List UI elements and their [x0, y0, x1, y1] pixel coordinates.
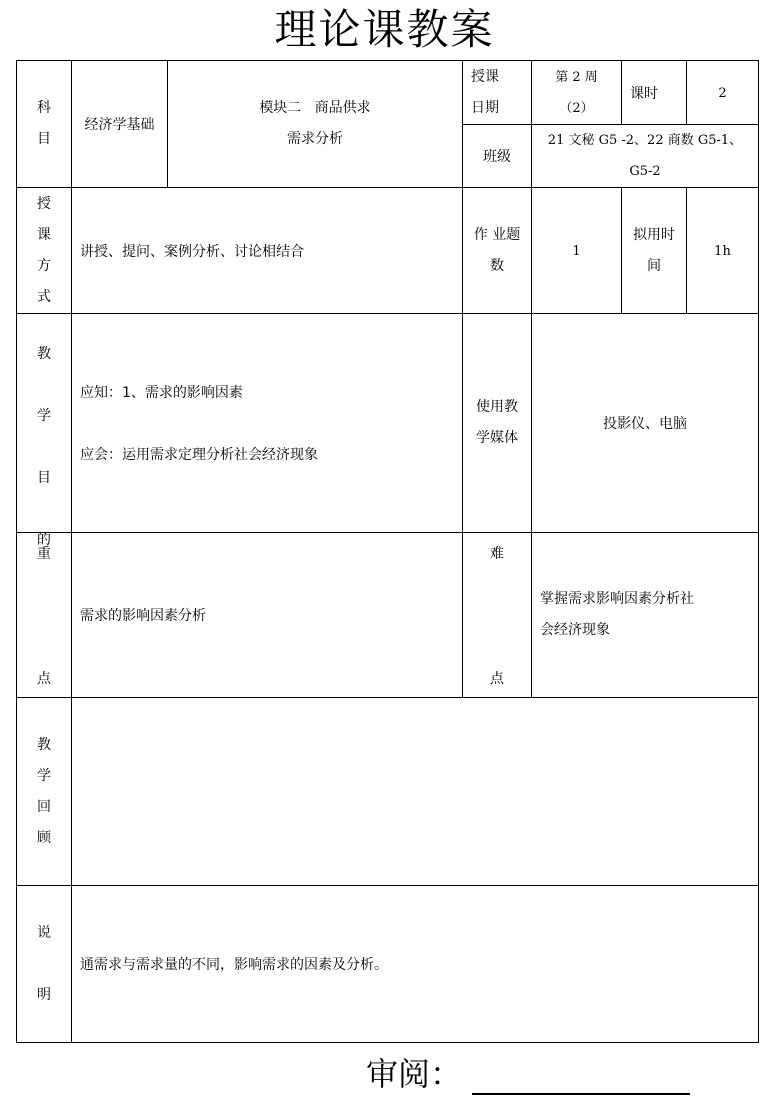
homework-label-cell — [463, 188, 532, 314]
class-value-line2: G5-2 — [629, 164, 661, 179]
key-label-bottom: 点 — [37, 670, 51, 687]
media-label-cell — [463, 314, 532, 533]
subject-label-cell — [17, 61, 72, 188]
module-title: 模块二 商品供求 — [259, 100, 371, 116]
media-value: 投影仪、电脑 — [603, 416, 687, 432]
goal-value-cell — [72, 314, 463, 533]
subject-value: 经济学基础 — [84, 117, 155, 133]
time-value-cell — [687, 188, 759, 314]
diff-value-cell — [532, 533, 759, 698]
diff-label-cell — [463, 533, 532, 698]
week-cell — [532, 61, 622, 125]
media-label: 使用教学媒体 — [476, 399, 518, 446]
time-label-cell — [622, 188, 687, 314]
homework-value: 1 — [572, 243, 581, 259]
note-label: 说明 — [37, 925, 51, 1003]
media-value-cell — [532, 314, 759, 533]
time-value: 1h — [714, 243, 731, 259]
time-label: 拟用时间 — [633, 226, 675, 274]
class-label-cell — [463, 125, 532, 188]
hours-label: 课时 — [630, 85, 658, 102]
date-label: 授课日期 — [471, 68, 499, 116]
method-label-cell — [17, 188, 72, 314]
subject-value-cell — [72, 61, 168, 188]
note-value: 通需求与需求量的不同，影响需求的因素及分析。 — [80, 957, 388, 973]
signature-line — [472, 1093, 690, 1095]
subject-label: 科目 — [37, 100, 51, 147]
key-label-cell — [17, 533, 72, 698]
goal-label: 教学目的 — [37, 346, 51, 548]
lesson-plan-table — [16, 60, 759, 1043]
topic-title: 需求分析 — [287, 131, 343, 147]
key-label-top: 重 — [37, 545, 51, 562]
hours-value-cell — [687, 61, 759, 125]
review-label: 教学回顾 — [37, 736, 51, 846]
goal-line-know: 应知：1、需求的影响因素 — [80, 385, 243, 401]
hours-value: 2 — [718, 85, 727, 101]
homework-label: 作 业题数 — [473, 226, 521, 274]
week-session: （2） — [559, 100, 594, 116]
key-value: 需求的影响因素分析 — [80, 608, 206, 624]
class-value-cell — [532, 125, 759, 188]
diff-line2: 会经济现象 — [540, 622, 610, 638]
diff-line1: 掌握需求影响因素分析社 — [540, 591, 694, 607]
week-value: 第 2 周 — [555, 69, 598, 85]
goal-line-apply: 应会：运用需求定理分析社会经济现象 — [80, 447, 318, 463]
document-title: 理论课教案 — [274, 5, 495, 54]
note-label-cell — [17, 886, 72, 1043]
diff-label-top: 难 — [490, 545, 504, 562]
note-value-cell — [72, 886, 759, 1043]
method-value: 讲授、提问、案例分析、讨论相结合 — [80, 243, 304, 260]
method-label: 授课方式 — [37, 195, 51, 305]
review-sign-label: 审阅： — [366, 1055, 463, 1093]
review-label-cell — [17, 698, 72, 886]
date-label-cell — [463, 61, 532, 125]
diff-label-bottom: 点 — [490, 670, 504, 687]
module-cell — [168, 61, 463, 188]
homework-value-cell — [532, 188, 622, 314]
hours-label-cell — [622, 61, 687, 125]
class-value-line1: 21 文秘 G5 -2、22 商数 G5-1、 — [547, 133, 743, 148]
review-value-cell — [72, 698, 759, 886]
key-value-cell — [72, 533, 463, 698]
method-value-cell — [72, 188, 463, 314]
goal-label-cell — [17, 314, 72, 548]
class-label: 班级 — [483, 149, 511, 165]
